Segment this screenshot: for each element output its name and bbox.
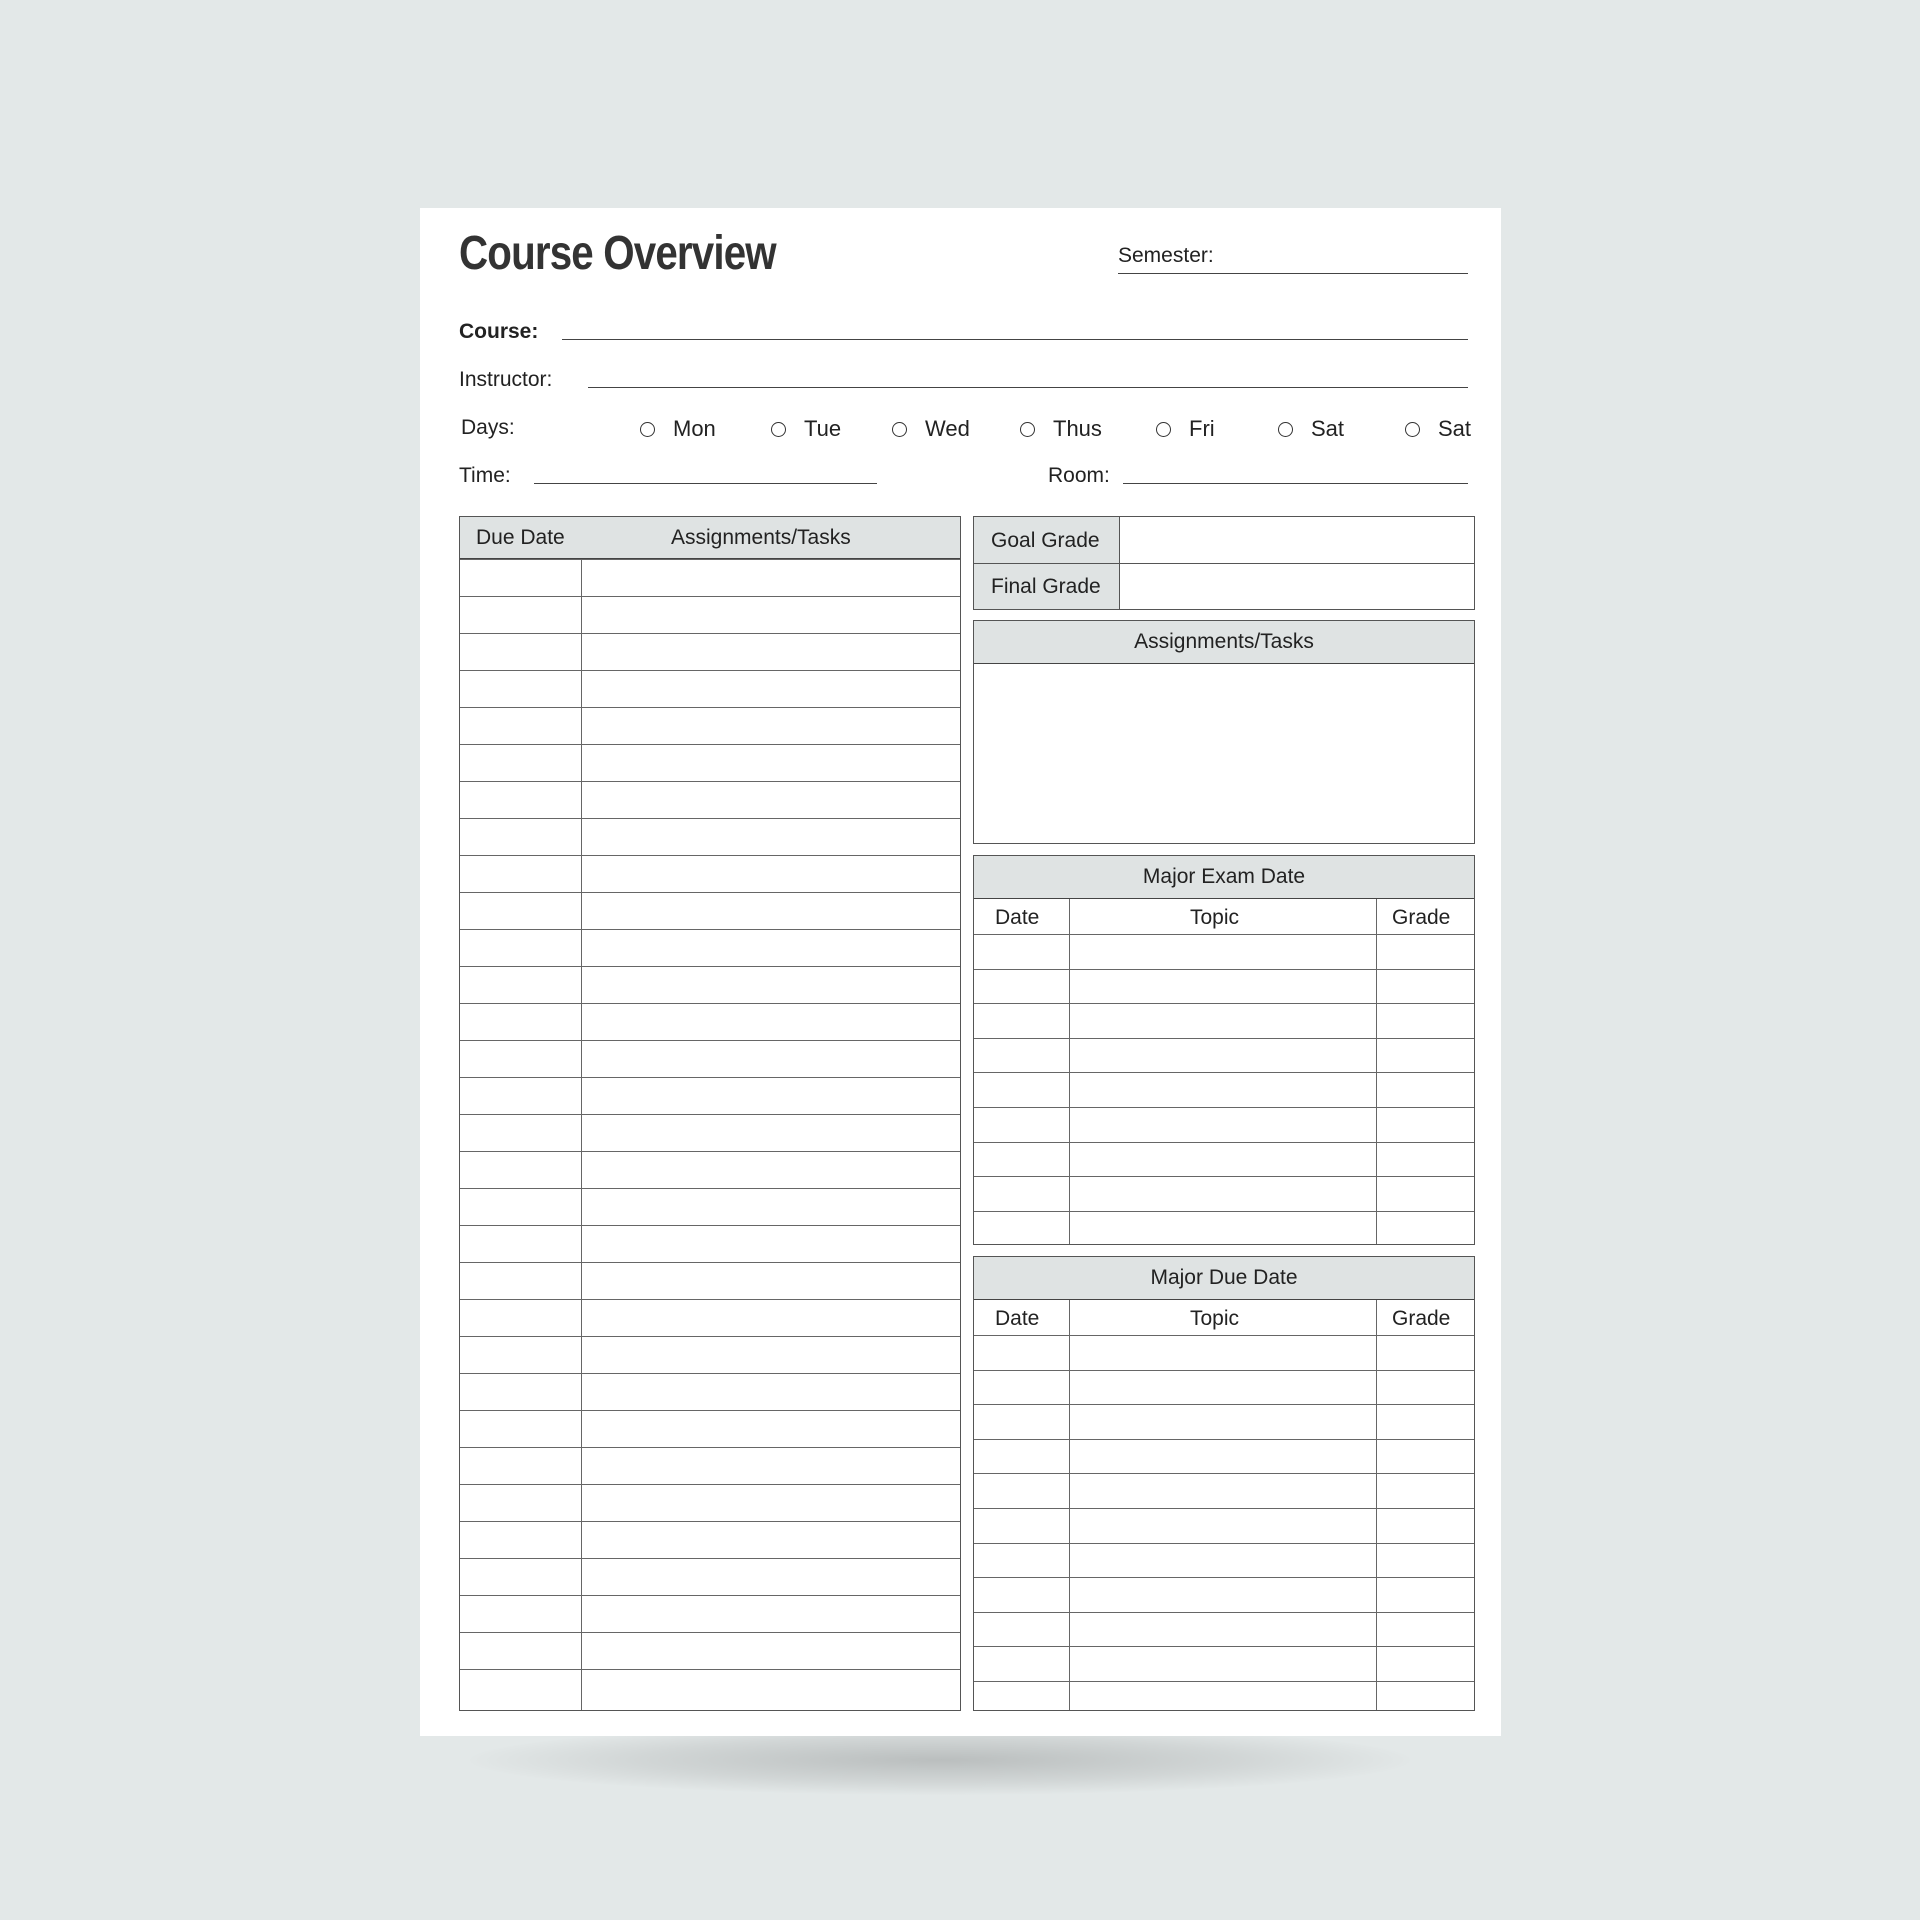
radio-circle-icon[interactable] xyxy=(1156,422,1171,437)
exam-date-header: Date xyxy=(995,906,1040,929)
day-option-thu[interactable]: Thus xyxy=(1020,416,1102,442)
due-table-title: Major Due Date xyxy=(1150,1266,1298,1289)
table-row[interactable] xyxy=(460,1225,960,1226)
column-divider xyxy=(1069,1300,1070,1710)
table-row[interactable] xyxy=(460,892,960,893)
time-field[interactable] xyxy=(534,483,877,484)
table-row[interactable] xyxy=(974,1003,1474,1004)
table-row[interactable] xyxy=(974,1577,1474,1578)
table-row[interactable] xyxy=(974,969,1474,970)
table-row[interactable] xyxy=(460,781,960,782)
grades-box xyxy=(973,516,1475,610)
assignments-header: Assignments/Tasks xyxy=(671,526,851,549)
table-row[interactable] xyxy=(460,1299,960,1300)
table-row[interactable] xyxy=(974,1142,1474,1143)
table-row[interactable] xyxy=(460,1669,960,1670)
due-table-title-bar xyxy=(974,1257,1474,1300)
radio-circle-icon[interactable] xyxy=(1278,422,1293,437)
time-label: Time: xyxy=(459,464,511,487)
semester-field[interactable] xyxy=(1118,273,1468,274)
assignments-notes-title: Assignments/Tasks xyxy=(1134,630,1314,653)
column-divider xyxy=(581,559,582,1710)
page-title: Course Overview xyxy=(459,227,776,280)
due-grade-header: Grade xyxy=(1392,1307,1451,1330)
table-row[interactable] xyxy=(460,1262,960,1263)
instructor-label: Instructor: xyxy=(459,368,553,391)
due-topic-header: Topic xyxy=(1190,1307,1240,1330)
table-row[interactable] xyxy=(460,744,960,745)
radio-circle-icon[interactable] xyxy=(1020,422,1035,437)
day-option-tue[interactable]: Tue xyxy=(771,416,841,442)
assignments-table-header xyxy=(460,517,960,559)
table-row[interactable] xyxy=(460,1595,960,1596)
table-row[interactable] xyxy=(460,1040,960,1041)
table-row[interactable] xyxy=(460,1336,960,1337)
table-row[interactable] xyxy=(974,1646,1474,1647)
table-row[interactable] xyxy=(974,1612,1474,1613)
table-row[interactable] xyxy=(460,1077,960,1078)
table-row[interactable] xyxy=(974,1072,1474,1073)
exam-grade-header: Grade xyxy=(1392,906,1451,929)
final-grade-field[interactable] xyxy=(1120,564,1474,609)
semester-label: Semester: xyxy=(1118,244,1214,267)
radio-circle-icon[interactable] xyxy=(640,422,655,437)
table-row[interactable] xyxy=(974,934,1474,935)
planner-sheet xyxy=(420,208,1501,1736)
goal-grade-label: Goal Grade xyxy=(991,529,1100,552)
day-option-wed[interactable]: Wed xyxy=(892,416,970,442)
table-row[interactable] xyxy=(460,1558,960,1559)
table-row[interactable] xyxy=(974,1211,1474,1212)
table-row[interactable] xyxy=(460,1447,960,1448)
table-row[interactable] xyxy=(974,1439,1474,1440)
room-field[interactable] xyxy=(1123,483,1468,484)
table-row[interactable] xyxy=(974,1370,1474,1371)
final-grade-label: Final Grade xyxy=(991,575,1101,598)
table-row[interactable] xyxy=(460,1188,960,1189)
table-row[interactable] xyxy=(460,1484,960,1485)
table-row[interactable] xyxy=(460,707,960,708)
table-row[interactable] xyxy=(460,966,960,967)
table-row[interactable] xyxy=(974,1404,1474,1405)
table-row[interactable] xyxy=(460,1521,960,1522)
table-row[interactable] xyxy=(460,633,960,634)
day-option-sat-2[interactable]: Sat xyxy=(1405,416,1471,442)
goal-grade-field[interactable] xyxy=(1120,517,1474,563)
instructor-field[interactable] xyxy=(588,387,1468,388)
table-row[interactable] xyxy=(460,1151,960,1152)
exam-table-title-bar xyxy=(974,856,1474,899)
radio-circle-icon[interactable] xyxy=(1405,422,1420,437)
assignments-notes-area[interactable] xyxy=(974,664,1474,843)
course-label: Course: xyxy=(459,320,539,343)
table-row[interactable] xyxy=(974,1176,1474,1177)
table-row[interactable] xyxy=(974,1473,1474,1474)
course-field[interactable] xyxy=(562,339,1468,340)
due-table xyxy=(973,1256,1475,1711)
table-row[interactable] xyxy=(460,670,960,671)
table-row[interactable] xyxy=(460,559,960,560)
assignments-notes-box xyxy=(973,620,1475,844)
day-option-mon[interactable]: Mon xyxy=(640,416,716,442)
table-row[interactable] xyxy=(460,929,960,930)
column-divider xyxy=(1376,1300,1377,1710)
table-row[interactable] xyxy=(460,818,960,819)
day-option-fri[interactable]: Fri xyxy=(1156,416,1215,442)
assignments-table xyxy=(459,516,961,1711)
table-row[interactable] xyxy=(974,1038,1474,1039)
table-row[interactable] xyxy=(974,1107,1474,1108)
table-row[interactable] xyxy=(974,1335,1474,1336)
due-date-header: Due Date xyxy=(476,526,565,549)
day-option-sat[interactable]: Sat xyxy=(1278,416,1344,442)
exam-table xyxy=(973,855,1475,1245)
radio-circle-icon[interactable] xyxy=(771,422,786,437)
table-row[interactable] xyxy=(460,596,960,597)
table-row[interactable] xyxy=(974,1543,1474,1544)
due-date-col-header: Date xyxy=(995,1307,1040,1330)
room-label: Room: xyxy=(1048,464,1110,487)
table-row[interactable] xyxy=(460,1114,960,1115)
table-row[interactable] xyxy=(460,855,960,856)
table-row[interactable] xyxy=(460,1003,960,1004)
radio-circle-icon[interactable] xyxy=(892,422,907,437)
table-row[interactable] xyxy=(460,1410,960,1411)
table-row[interactable] xyxy=(974,1681,1474,1682)
exam-table-title: Major Exam Date xyxy=(1142,865,1306,888)
assignments-notes-header xyxy=(974,621,1474,664)
days-label: Days: xyxy=(461,416,515,439)
table-row[interactable] xyxy=(974,1508,1474,1509)
table-row[interactable] xyxy=(460,1632,960,1633)
table-row[interactable] xyxy=(460,1373,960,1374)
exam-topic-header: Topic xyxy=(1190,906,1240,929)
